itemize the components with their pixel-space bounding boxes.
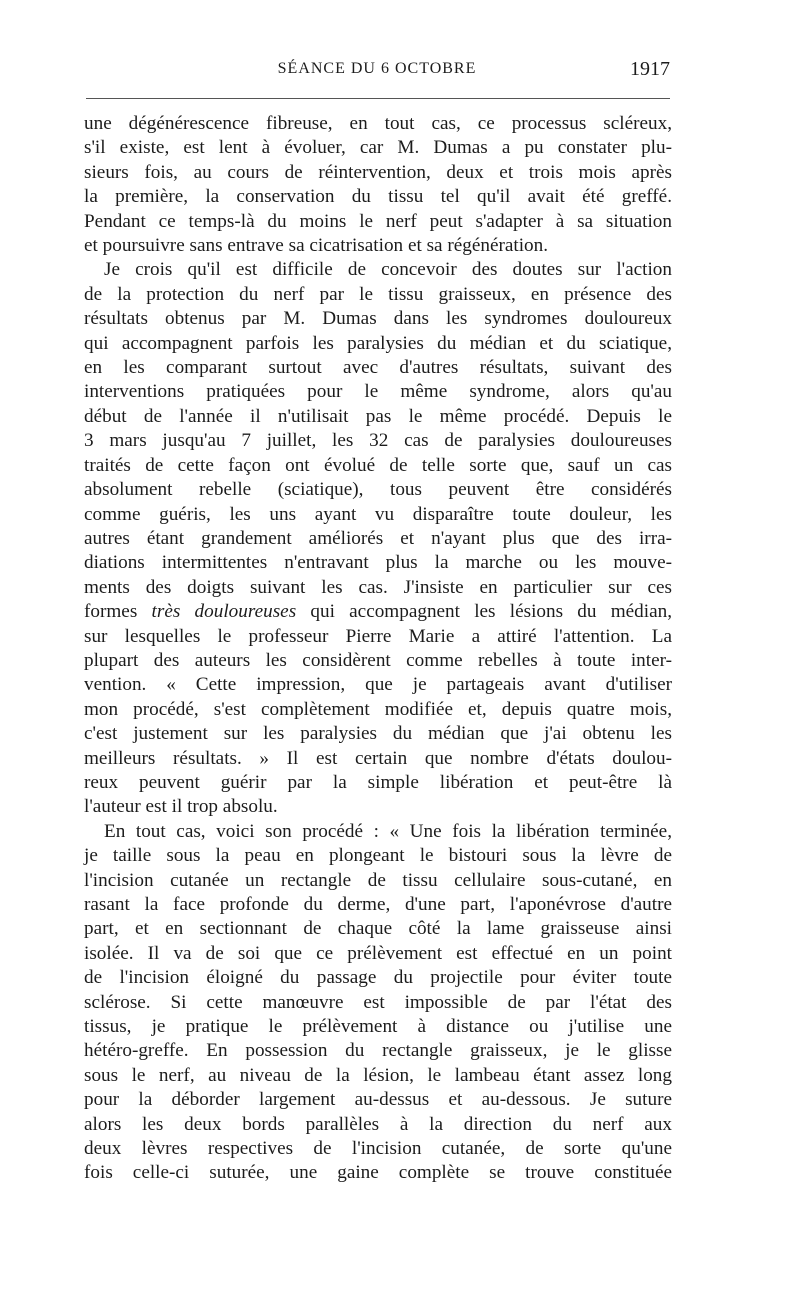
text-line: deux lèvres respectives de l'incision cutanée, de sorte qu'une — [84, 1138, 672, 1160]
text-line: de la protection du nerf par le tissu graisseux, en présence des — [84, 283, 672, 305]
text-line: isolée. Il va de soi que ce prélèvement est effectué en un point — [84, 942, 672, 964]
text-line: meilleurs résultats. » Il est certain que nombre d'états doulou- — [84, 747, 672, 769]
text-line: de l'incision éloigné du passage du projectile pour éviter toute — [84, 967, 672, 989]
text-line: tissus, je pratique le prélèvement à distance ou j'utilise une — [84, 1016, 672, 1038]
text-line: sieurs fois, au cours de réintervention, deux et trois mois après — [84, 161, 672, 183]
running-title: SÉANCE DU 6 OCTOBRE — [277, 60, 477, 77]
text-line: part, et en sectionnant de chaque côté la lame graisseuse ainsi — [84, 918, 672, 940]
text-line: hétéro-greffe. En possession du rectangle graisseux, je le glisse — [84, 1040, 672, 1062]
text-line: l'auteur est il trop absolu. — [84, 796, 278, 818]
text-line: en les comparant surtout avec d'autres résultats, suivant des — [84, 357, 672, 379]
text-line: rasant la face profonde du derme, d'une part, l'aponévrose d'autre — [84, 894, 672, 915]
text-line: et poursuivre sans entrave sa cicatrisation et sa régénération. — [84, 235, 549, 257]
text-line: Je crois qu'il est difficile de concevoir des doutes sur l'action — [104, 259, 672, 281]
italic-emphasis: très douloureuses — [151, 601, 297, 623]
page-header — [84, 58, 670, 88]
page-number: 1917 — [630, 58, 670, 80]
text-line: 3 mars jusqu'au 7 juillet, les 32 cas de paralysies douloureuses — [84, 430, 672, 452]
text-line: vention. « Cette impression, que je partageais avant d'utiliser — [84, 674, 672, 696]
text-line: une dégénérescence fibreuse, en tout cas, ce processus scléreux, — [84, 113, 672, 134]
text-line: sclérose. Si cette manœuvre est impossible de par l'état des — [84, 991, 672, 1013]
text-line: traités de cette façon ont évolué de telle sorte que, sauf un cas — [84, 454, 672, 476]
text-line: résultats obtenus par M. Dumas dans les syndromes douloureux — [84, 308, 672, 330]
text-line: alors les deux bords parallèles à la direction du nerf aux — [84, 1113, 672, 1135]
text-line: Pendant ce temps-là du moins le nerf peut s'adapter à sa situation — [84, 210, 672, 232]
text-line: pour la déborder largement au-dessus et au-dessous. Je suture — [84, 1089, 672, 1111]
text-line: plupart des auteurs les considèrent comme rebelles à toute inter- — [84, 649, 672, 671]
paragraph — [84, 820, 672, 1186]
text-line: absolument rebelle (sciatique), tous peuvent être considérés — [84, 479, 672, 501]
text-line: je taille sous la peau en plongeant le bistouri sous la lèvre de — [84, 845, 672, 867]
text-line: sur lesquelles le professeur Pierre Marie a attiré l'attention. La — [84, 625, 672, 647]
text-line: ments des doigts suivant les cas. J'insiste en particulier sur ces — [84, 576, 672, 598]
text-line: reux peuvent guérir par la simple libération et peut-être là — [84, 771, 672, 793]
text-line: qui accompagnent parfois les paralysies du médian et du sciatique, — [84, 332, 672, 354]
header-rule — [86, 98, 670, 99]
text-line: début de l'année il n'utilisait pas le même procédé. Depuis le — [84, 405, 672, 427]
text-line: autres étant grandement améliorés et n'ayant plus que des irra- — [84, 527, 672, 549]
text-line: formes très douloureuses qui accompagnent les lésions du médian, — [84, 601, 672, 623]
text-line: interventions pratiquées pour le même syndrome, alors qu'au — [84, 381, 672, 403]
paragraph — [84, 112, 672, 258]
text-line: En tout cas, voici son procédé : « Une fois la libération terminée, — [104, 820, 672, 842]
text-line: diations intermittentes n'entravant plus la marche ou les mouve- — [84, 552, 672, 574]
text-line: l'incision cutanée un rectangle de tissu cellulaire sous-cutané, en — [84, 869, 672, 891]
text-line: s'il existe, est lent à évoluer, car M. Dumas a pu constater plu- — [84, 137, 672, 159]
paragraph — [84, 258, 672, 819]
text-line: comme guéris, les uns ayant vu disparaître toute douleur, les — [84, 503, 672, 525]
text-line: la première, la conservation du tissu tel qu'il avait été greffé. — [84, 186, 672, 208]
text-line: mon procédé, s'est complètement modifiée et, depuis quatre mois, — [84, 698, 672, 720]
text-line: fois celle-ci suturée, une gaine complète se trouve constituée — [84, 1162, 672, 1184]
text-line: sous le nerf, au niveau de la lésion, le lambeau étant assez long — [84, 1064, 672, 1086]
text-line: c'est justement sur les paralysies du médian que j'ai obtenu les — [84, 723, 672, 745]
body-text — [84, 112, 672, 1186]
